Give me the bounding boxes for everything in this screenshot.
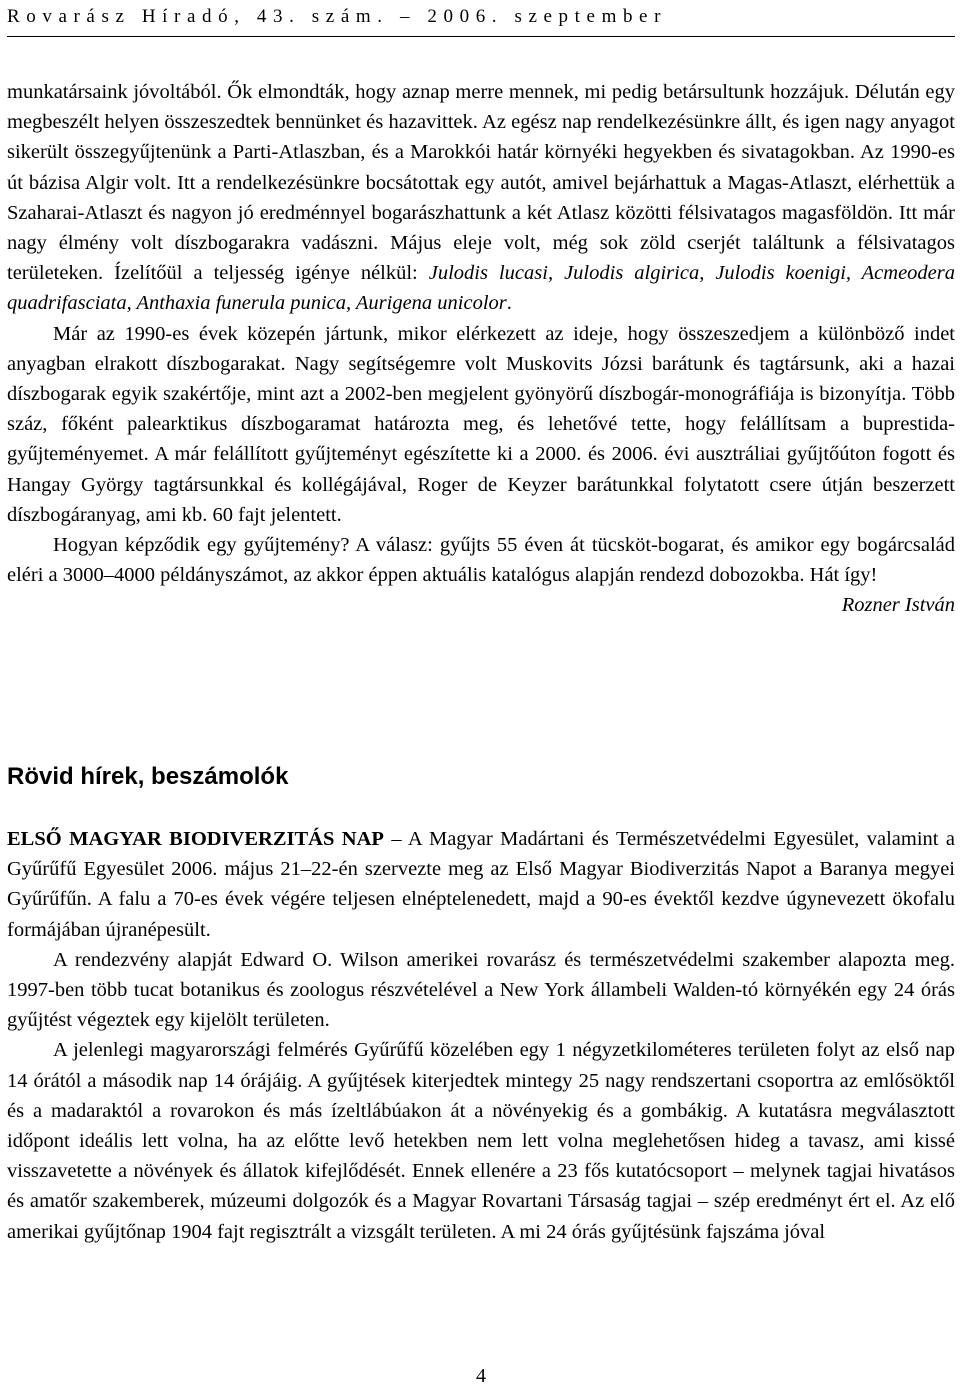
species-list: Julodis lucasi, Julodis algirica, Julodis koenigi, Acmeodera quadrifasciata, Anthaxia funerula punica, Aurigena unicolor bbox=[7, 262, 955, 315]
paragraph-text: munkatársaink jóvoltából. Ők elmondták, hogy aznap merre mennek, mi pedig betársultunk hozzájuk. Délután egy megbeszélt helyen összeszedtek bennünket és hazavittek. Az egész nap rendelkezésünkre állt, és igen nagy anyagot sikerült összegyűjtenünk a Parti-Atlaszban, és a Marokkói határ környéki hegyekben és sivatagokban. Az 1990-es út bázisa Algir volt. Itt a rendelkezésünkre bocsátottak egy autót, amivel bejárhattuk a Magas-Atlaszt, elérhettük a Szaharai-Atlaszt és nagyon jó eredménnyel bogarászhattunk a két Atlasz közötti félsivatagos magasföldön. Itt már nagy élmény volt díszbogarakra vadászni. Május eleje volt, még sok zöld cserjét találtunk a félsivatagos területeken. Ízelítőül a teljesség igénye nélkül: bbox=[7, 81, 955, 285]
paragraph-end: . bbox=[506, 292, 512, 315]
paragraph-text: – A Magyar Madártani és Természetvédelmi Egyesület, valamint a Gyűrűfű Egyesület 2006. május 21–22-én szervezte meg az Első Magyar Biodiverzitás Napot a Baranya megyei Gyűrűfűn. A falu a 70-es évek végére teljesen elnéptelenedett, majd a 90-es évektől kezdve úgynevezett ökofalu formájában újranépesült. bbox=[7, 828, 955, 941]
paragraph: A jelenlegi magyarországi felmérés Gyűrűfű közelében egy 1 négyzetkilométeres területen folyt az első nap 14 órától a második nap 14 órájáig. A gyűjtések kiterjedtek mintegy 25 nagy rendszertani csoportra az emlősöktől és a madaraktól a rovarokon és más ízeltlábúakon át a növényekig és a gombákig. A kutatásra megválasztott időpont ideális lett volna, ha az előtte levő hetekben nem lett volna meglehetősen hideg a tavasz, ami kissé visszavetette a növények és állatok kifejlődését. Ennek ellenére a 23 fős kutatócsoport – melynek tagjai hivatásos és amatőr szakemberek, múzeumi dolgozók és a Magyar Rovartani Társaság tagjai – szép eredményt ért el. Az elő amerikai gyűjtőnap 1904 fajt regisztrált a vizsgált területen. A mi 24 órás gyűjtésünk fajszáma jóval bbox=[7, 1039, 955, 1243]
paragraph: A rendezvény alapját Edward O. Wilson amerikei rovarász és természetvédelmi szakember alapozta meg. 1997-ben több tucat botanikus és zoologus részvételével a New York állambeli Walden-tó környékén egy 24 órás gyűjtést végeztek egy kijelölt területen. bbox=[7, 948, 955, 1032]
section-title: Rövid hírek, beszámolók bbox=[7, 763, 289, 790]
article-heading: ELSŐ MAGYAR BIODIVERZITÁS NAP bbox=[7, 828, 384, 850]
page-number: 4 bbox=[476, 1365, 486, 1387]
article-biodiversity-day bbox=[7, 824, 955, 1247]
header-rule bbox=[7, 36, 955, 37]
paragraph: Már az 1990-es évek közepén jártunk, mikor elérkezett az ideje, hogy összeszedjem a különböző indet anyagban elrakott díszbogarakat. Nagy segítségemre volt Muskovits Józsi barátunk és tagtársunk, aki a hazai díszbogarak egyik szakértője, mint azt a 2002-ben megjelent gyönyörű díszbogár-monográfiája is bizonyítja. Több száz, főként palearktikus díszbogaramat határozta meg, és lehetővé tette, hogy felállítsam a buprestida-gyűjteményemet. A már felállított gyűjteményt egészítette ki a 2000. és 2006. évi ausztráliai gyűjtőúton fogott és Hangay György tagtársunkkal és kollégájával, Roger de Keyzer barátunkkal folytatott csere útján beszerzett díszbogáranyag, ami kb. 60 fajt jelentett. bbox=[7, 322, 955, 526]
running-header: Rovarász Híradó, 43. szám. – 2006. szeptember bbox=[7, 6, 668, 27]
paragraph: Hogyan képződik egy gyűjtemény? A válasz: gyűjts 55 éven át tücsköt-bogarat, és amikor egy bogárcsalád eléri a 3000–4000 példányszámot, az akkor éppen aktuális katalógus alapján rendezd dobozokba. Hát így! bbox=[7, 534, 955, 587]
paragraph bbox=[7, 77, 955, 319]
article-continued bbox=[7, 77, 955, 621]
paragraph bbox=[7, 824, 955, 945]
author-signature: Rozner István bbox=[841, 594, 955, 617]
